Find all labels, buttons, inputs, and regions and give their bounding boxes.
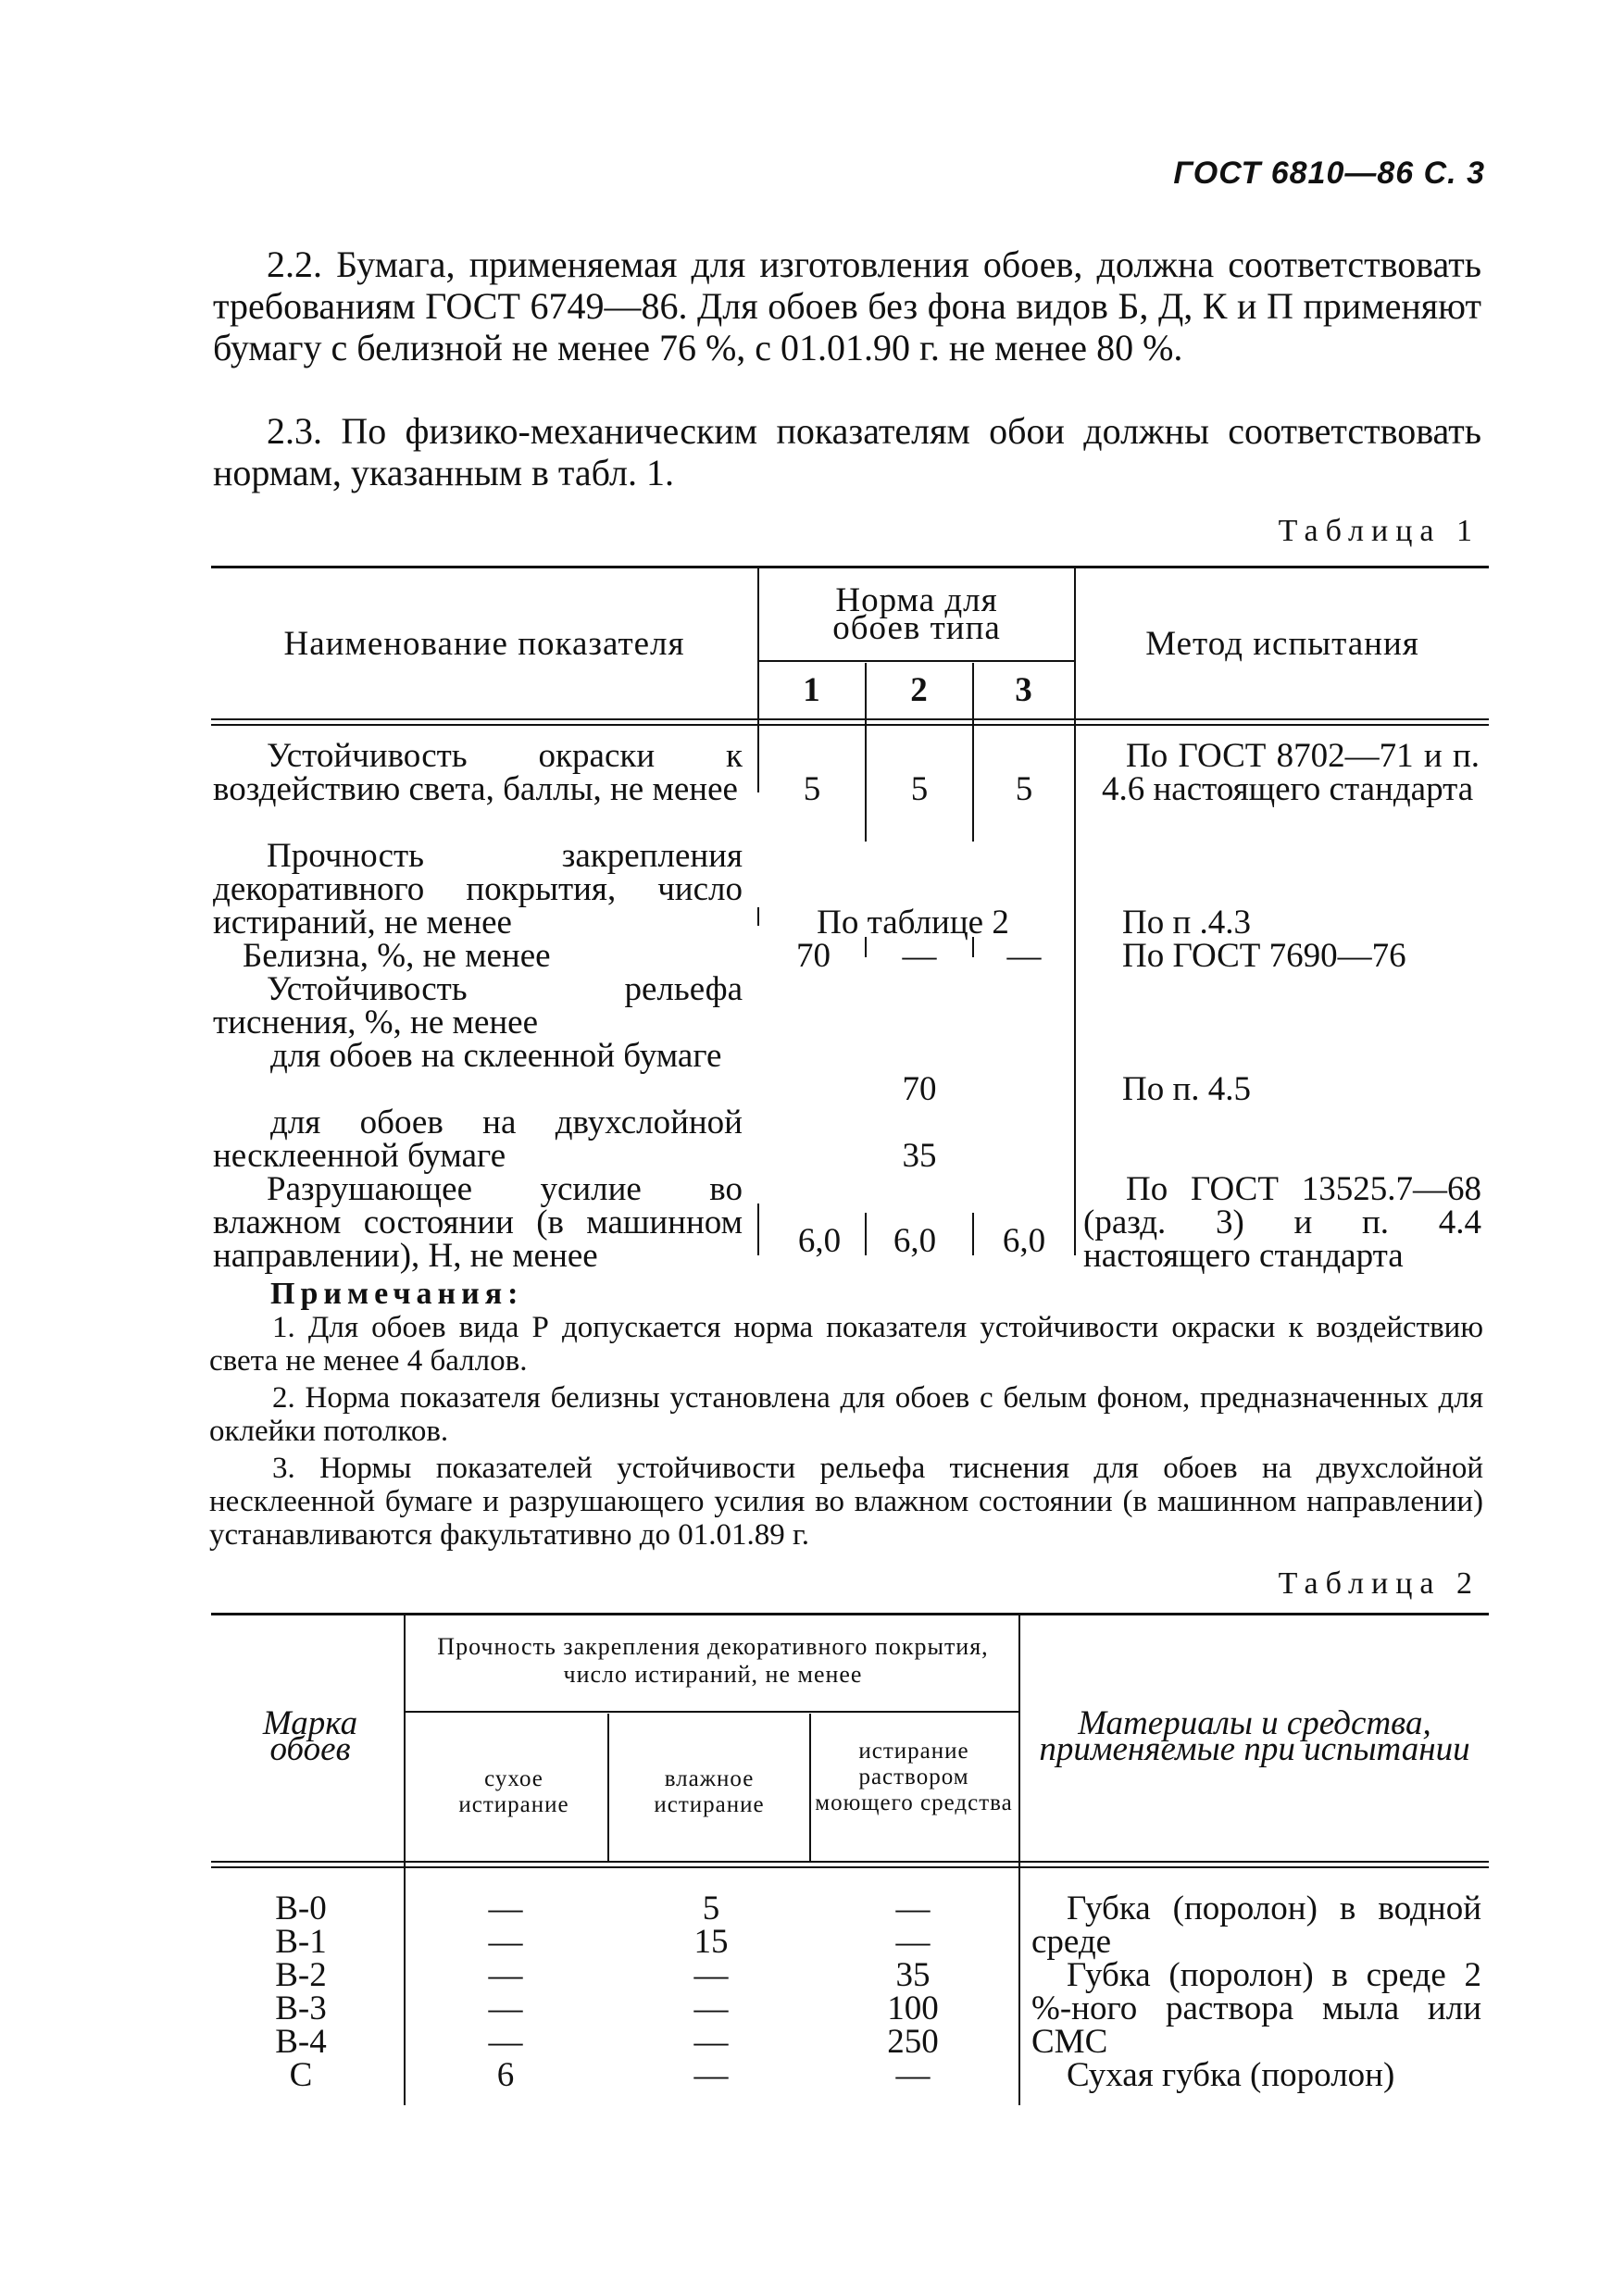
table1-row5-v2: 70: [902, 1070, 937, 1108]
table1-label: Таблица 1: [1278, 514, 1480, 548]
table1-header-name: Наименование показателя: [283, 625, 685, 663]
table2-header-detergent: истирание раствором моющего средства: [815, 1739, 1013, 1815]
table1-header-col1: 1: [803, 671, 821, 709]
table2-row1-mark: В-0: [275, 1890, 327, 1927]
table1-row5-name: для обоев на склеенной бумаге: [270, 1037, 722, 1075]
table1-row7-name: Разрушающее усилие во влажном состоянии (в машинном направлении), Н, не менее: [213, 1170, 743, 1275]
note-1: 1. Для обоев вида Р допускается норма показателя устойчивости окраски к воздействию света не менее 4 баллов.: [209, 1311, 1483, 1378]
table1-row3-method: По ГОСТ 7690—76: [1122, 937, 1406, 975]
table1-vline-a2: [757, 907, 759, 926]
table2-header-mark: Марка обоев: [262, 1704, 358, 1768]
table1-row1-name: Устойчивость окраски к воздействию света, баллы, не менее: [213, 737, 743, 808]
table2-row5-wet: —: [693, 2023, 729, 2061]
table1-vline-d: [1074, 568, 1076, 1255]
table2-row6-dry: 6: [496, 2056, 515, 2094]
table1-row1-v1: 5: [803, 770, 821, 808]
table1-row7-v3: 6,0: [1002, 1222, 1046, 1260]
table2-material-1: Губка (поролон) в водной среде: [1031, 1890, 1481, 1961]
table2-vline-b: [607, 1714, 609, 1861]
note-3: 3. Нормы показателей устойчивости рельефа тиснения для обоев на двухслойной несклеенной бумаге и разрушающего усилия во влажном состоянии (в машинном направлении) устанавливаются факультативно до 01.01.89 г.: [209, 1452, 1483, 1552]
table1-header-rule-a: [211, 718, 1489, 720]
note-2: 2. Норма показателя белизны установлена для обоев с белым фоном, предназначенных для оклейки потолков.: [209, 1381, 1483, 1448]
table2-material-2: Губка (поролон) в среде 2 %-ного раствора мыла или СМС: [1031, 1956, 1481, 2061]
table2-row3-wet: —: [693, 1956, 729, 1994]
table2-row4-mark: В-3: [275, 1989, 327, 2027]
table2-row6-wet: —: [693, 2056, 729, 2094]
table1-subheader-rule: [757, 660, 1076, 662]
table2-row1-dry: —: [488, 1890, 523, 1927]
table1-row3-name: Белизна, %, не менее: [243, 937, 551, 975]
table2-row3-mark: В-2: [275, 1956, 327, 1994]
table2-subheader-rule: [406, 1711, 1018, 1713]
table2-vline-d: [1018, 1615, 1020, 2105]
table1-row3-v1: 70: [796, 937, 831, 975]
table2-row4-wet: —: [693, 1989, 729, 2027]
table2-header-strength: Прочность закрепления декоративного покрытия, число истираний, не менее: [437, 1633, 989, 1688]
table1-row6-v2: 35: [902, 1137, 937, 1175]
table2-row4-det: 100: [887, 1989, 939, 2027]
table2-header-rule-b: [211, 1866, 1489, 1868]
table2-header-rule-a: [211, 1861, 1489, 1863]
table1-row1-v2: 5: [910, 770, 929, 808]
table1-row7-method: По ГОСТ 13525.7—68 (разд. 3) и п. 4.4 настоящего стандарта: [1083, 1170, 1481, 1275]
table1-row3-v2: —: [902, 937, 937, 975]
table2-header-dry: сухое истирание: [458, 1766, 569, 1817]
table2-row2-dry: —: [488, 1923, 523, 1961]
table1-top-rule: [211, 566, 1489, 568]
table1-header-col3: 3: [1015, 671, 1033, 709]
table1-row6-name: для обоев на двухслойной несклеенной бумаге: [213, 1104, 743, 1175]
table2-row2-det: —: [895, 1923, 931, 1961]
paragraph-2-3: 2.3. По физико-механическим показателям обои должны соответствовать нормам, указанным в табл. 1.: [213, 410, 1481, 493]
table2-label: Таблица 2: [1278, 1566, 1480, 1601]
table2-header-materials: Материалы и средства, применяемые при испытании: [1039, 1704, 1470, 1768]
table2-material-3: Сухая губка (поролон): [1067, 2056, 1395, 2094]
table2-row1-wet: 5: [702, 1890, 720, 1927]
table2-row4-dry: —: [488, 1989, 523, 2027]
table1-header-norm: Норма для обоев типа: [832, 581, 1001, 647]
table2-row5-det: 250: [887, 2023, 939, 2061]
table1-row3-v3: —: [1006, 937, 1042, 975]
table1-row7-v1: 6,0: [797, 1222, 842, 1260]
table2-top-rule: [211, 1613, 1489, 1615]
table1-header-col2: 2: [910, 671, 929, 709]
paragraph-2-2: 2.2. Бумага, применяемая для изготовления обоев, должна соответствовать требованиям ГОСТ 6749—86. Для обоев без фона видов Б, Д, К и П применяют бумагу с белизной не менее 76 %, с 01.01.90 г. не менее 80 %.: [213, 243, 1481, 368]
notes-title: Примечания:: [270, 1277, 524, 1311]
page-header: ГОСТ 6810—86 С. 3: [1173, 156, 1485, 191]
table2-row5-dry: —: [488, 2023, 523, 2061]
table1-row1-v3: 5: [1015, 770, 1033, 808]
table2-row6-mark: С: [289, 2056, 313, 2094]
table1-row1-method: По ГОСТ 8702—71 и п. 4.6 настоящего стандарта: [1102, 737, 1480, 808]
table1-row2-span: По таблице 2: [817, 904, 1009, 942]
table1-row5-method: По п. 4.5: [1122, 1070, 1252, 1108]
table2-row1-det: —: [895, 1890, 931, 1927]
table2-row2-wet: 15: [693, 1923, 729, 1961]
table2-vline-c: [809, 1714, 811, 1861]
table2-row3-det: 35: [895, 1956, 931, 1994]
table2-header-wet: влажное истирание: [654, 1766, 765, 1817]
table1-header-method: Метод испытания: [1145, 625, 1419, 663]
table1-row4-name: Устойчивость рельефа тиснения, %, не менее: [213, 970, 743, 1041]
table2-row6-det: —: [895, 2056, 931, 2094]
table1-row2-name: Прочность закрепления декоративного покрытия, число истираний, не менее: [213, 837, 743, 942]
table2-row3-dry: —: [488, 1956, 523, 1994]
table1-vline-a3: [757, 1204, 759, 1255]
table2-row2-mark: В-1: [275, 1923, 327, 1961]
table1-row7-v2: 6,0: [893, 1222, 937, 1260]
table1-vline-c3: [972, 1213, 974, 1255]
table1-row2-method: По п .4.3: [1122, 904, 1252, 942]
table2-row5-mark: В-4: [275, 2023, 327, 2061]
table1-header-rule-b: [211, 724, 1489, 726]
table2-vline-a: [404, 1615, 406, 2105]
notes: [209, 1278, 1483, 1552]
